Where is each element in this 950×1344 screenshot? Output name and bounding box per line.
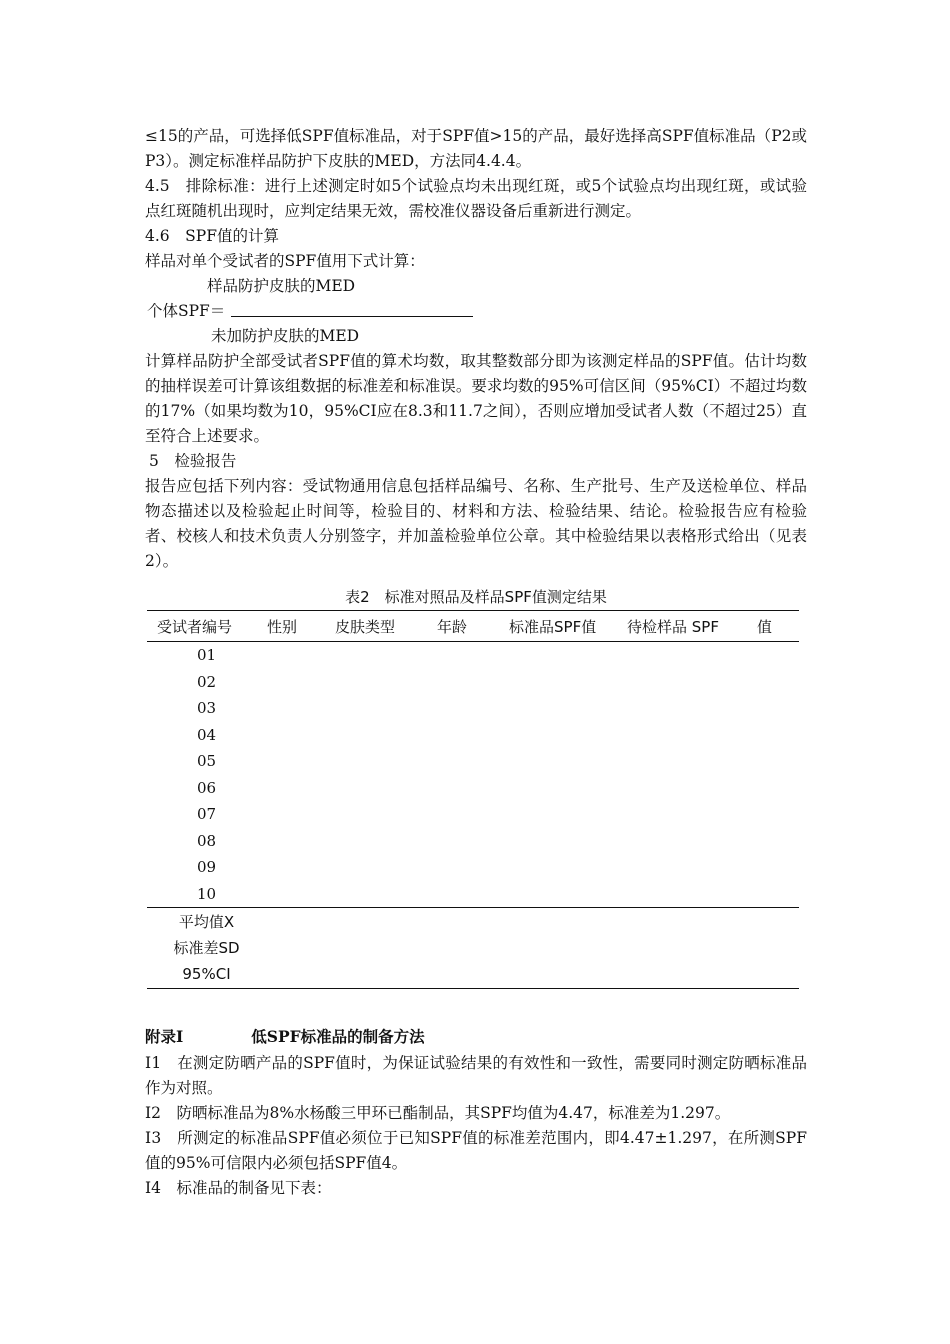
header-standard-spf: 标准品SPF值 xyxy=(509,617,597,636)
summary-row-sd xyxy=(147,935,799,962)
header-value: 值 xyxy=(757,617,773,636)
appendix-item-2: Ⅰ2 防晒标准品为8%水杨酸三甲环已酯制品，其SPF均值为4.47，标准差为1.297。 xyxy=(145,1103,731,1122)
appendix-item-3: Ⅰ3 所测定的标准品SPF值必须位于已知SPF值的标准差范围内，即4.47±1.297，在所测SPF值的95%可信限内必须包括SPF值4。 xyxy=(145,1128,807,1172)
table-row xyxy=(147,881,799,908)
appendix-item-4: Ⅰ4 标准品的制备见下表： xyxy=(145,1178,332,1197)
paragraph-standard-selection: ≤15的产品，可选择低SPF值标准品，对于SPF值>15的产品，最好选择高SPF值标准品（P2或P3）。测定标准样品防护下皮肤的MED，方法同4.4.4。 xyxy=(145,127,807,170)
table-row xyxy=(147,854,799,881)
spf-formula xyxy=(145,274,807,349)
subject-id: 04 xyxy=(196,725,217,744)
table-row xyxy=(147,748,799,775)
header-subject-id: 受试者编号 xyxy=(157,617,233,636)
summary-label-sd: 标准差SD xyxy=(173,939,240,958)
table-row xyxy=(147,669,799,696)
formula-lhs: 个体SPF＝ xyxy=(147,302,226,320)
table-row xyxy=(147,775,799,802)
paragraph-exclusion-criteria: 4.5 排除标准：进行上述测定时如5个试验点均未出现红斑，或5个试验点均出现红斑，或试验点红斑随机出现时，应判定结果无效，需校准仪器设备后重新进行测定。 xyxy=(145,177,807,220)
paragraph-report-contents: 报告应包括下列内容：受试物通用信息包括样品编号、名称、生产批号、生产及送检单位、样品物态描述以及检验起止时间等，检验目的、材料和方法、检验结果、结论。检验报告应有检验者、校核人和技术负责人分别签字，并加盖检验单位公章。其中检验结果以表格形式给出（见表2）。 xyxy=(145,477,807,570)
paragraph-formula-intro: 样品对单个受试者的SPF值用下式计算： xyxy=(145,252,425,270)
appendix-item-1: Ⅰ1 在测定防晒产品的SPF值时，为保证试验结果的有效性和一致性，需要同时测定防晒标准品作为对照。 xyxy=(145,1053,807,1097)
header-sample-spf: 待检样品 SPF xyxy=(627,617,719,636)
formula-denominator: 未加防护皮肤的MED xyxy=(211,327,360,345)
summary-row-ci xyxy=(147,961,799,988)
subject-id: 01 xyxy=(196,646,217,665)
appendix-title: 低SPF标准品的制备方法 xyxy=(251,1026,425,1046)
subject-id: 02 xyxy=(196,672,217,691)
table-header-row xyxy=(147,611,799,642)
summary-row-mean xyxy=(147,908,799,935)
table-caption: 表2 标准对照品及样品SPF值测定结果 xyxy=(345,588,607,606)
formula-numerator: 样品防护皮肤的MED xyxy=(207,277,356,295)
document-page xyxy=(145,124,807,1201)
summary-label-mean: 平均值X xyxy=(147,908,266,935)
subject-id: 10 xyxy=(196,884,217,903)
paragraph-mean-calculation: 计算样品防护全部受试者SPF值的算术均数，取其整数部分即为该测定样品的SPF值。估计均数的抽样误差可计算该组数据的标准差和标准误。要求均数的95%可信区间（95%CI）不超过均数的17%（如果均数为10，95%CI应在8.3和11.7之间），否则应增加受试者人数（不超过25）直至符合上述要求。 xyxy=(145,352,807,445)
results-table-block xyxy=(145,584,807,989)
table-row xyxy=(147,828,799,855)
table-row xyxy=(147,695,799,722)
results-table xyxy=(147,610,799,989)
subject-id: 08 xyxy=(196,831,217,850)
table-row xyxy=(147,722,799,749)
subject-id: 03 xyxy=(196,699,217,718)
fraction-bar xyxy=(231,316,473,317)
section-heading-4-6: 4.6 SPF值的计算 xyxy=(145,227,279,245)
appendix-heading xyxy=(145,1023,807,1051)
table-row xyxy=(147,642,799,669)
table-row xyxy=(147,801,799,828)
subject-id: 09 xyxy=(196,858,217,877)
appendix-label: 附录Ⅰ xyxy=(145,1026,184,1046)
subject-id: 05 xyxy=(196,752,217,771)
summary-label-ci: 95%CI xyxy=(147,961,266,988)
section-heading-5: 5 检验报告 xyxy=(149,452,237,470)
subject-id: 07 xyxy=(196,805,217,824)
header-age: 年龄 xyxy=(437,617,468,636)
subject-id: 06 xyxy=(196,778,217,797)
header-sex: 性别 xyxy=(267,617,298,636)
header-skin-type: 皮肤类型 xyxy=(335,617,396,636)
